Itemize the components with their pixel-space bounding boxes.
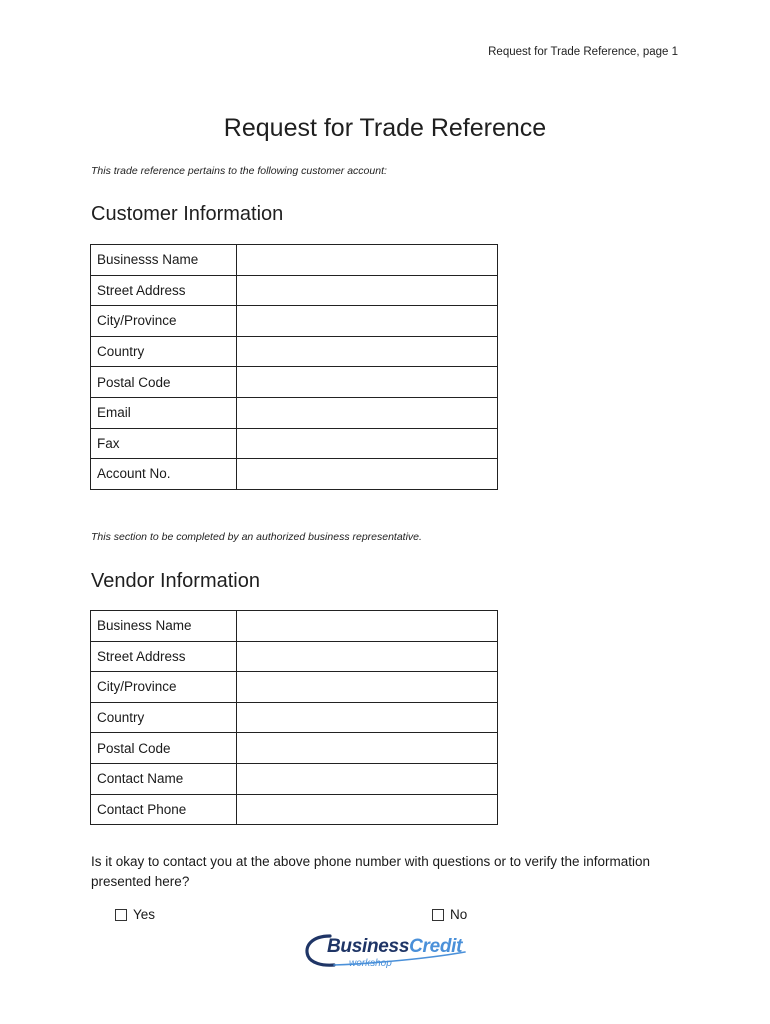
customer-information-heading: Customer Information — [91, 203, 284, 225]
table-row — [91, 702, 498, 733]
field-label: City/Province — [91, 672, 237, 703]
field-label: Street Address — [91, 641, 237, 672]
customer-information-table — [90, 244, 498, 490]
no-label: No — [450, 907, 468, 922]
document-title: Request for Trade Reference — [223, 114, 547, 142]
table-row — [91, 733, 498, 764]
yes-option[interactable] — [115, 907, 155, 922]
business-name-field[interactable] — [237, 245, 498, 276]
table-row — [91, 245, 498, 276]
vendor-information-heading: Vendor Information — [91, 570, 260, 592]
field-label: Contact Phone — [91, 794, 237, 825]
account-number-field[interactable] — [237, 459, 498, 490]
field-label: Contact Name — [91, 763, 237, 794]
field-label: Businesss Name — [91, 245, 237, 276]
page-header: Request for Trade Reference, page 1 — [488, 46, 678, 58]
field-label: Email — [91, 397, 237, 428]
fax-field[interactable] — [237, 428, 498, 459]
vendor-postal-code-field[interactable] — [237, 733, 498, 764]
city-province-field[interactable] — [237, 306, 498, 337]
vendor-contact-phone-field[interactable] — [237, 794, 498, 825]
no-option[interactable] — [432, 907, 467, 922]
table-row — [91, 397, 498, 428]
postal-code-field[interactable] — [237, 367, 498, 398]
table-row — [91, 459, 498, 490]
vendor-city-province-field[interactable] — [237, 672, 498, 703]
table-row — [91, 275, 498, 306]
table-row — [91, 794, 498, 825]
field-label: Account No. — [91, 459, 237, 490]
field-label: Fax — [91, 428, 237, 459]
field-label: Postal Code — [91, 367, 237, 398]
country-field[interactable] — [237, 336, 498, 367]
field-label: Street Address — [91, 275, 237, 306]
vendor-street-address-field[interactable] — [237, 641, 498, 672]
logo-word-business: Business — [327, 936, 410, 957]
field-label: Business Name — [91, 611, 237, 642]
logo-wordmark — [327, 936, 462, 958]
table-row — [91, 641, 498, 672]
table-row — [91, 763, 498, 794]
street-address-field[interactable] — [237, 275, 498, 306]
table-row — [91, 336, 498, 367]
section-note: This section to be completed by an authorized business representative. — [91, 531, 422, 543]
table-row — [91, 672, 498, 703]
table-row — [91, 428, 498, 459]
table-row — [91, 306, 498, 337]
logo-subtitle: workshop — [349, 958, 392, 969]
yes-checkbox[interactable] — [115, 909, 127, 921]
field-label: City/Province — [91, 306, 237, 337]
logo-word-credit: Credit — [409, 936, 463, 957]
field-label: Postal Code — [91, 733, 237, 764]
intro-note: This trade reference pertains to the following customer account: — [91, 165, 387, 177]
yes-label: Yes — [133, 907, 156, 922]
field-label: Country — [91, 336, 237, 367]
vendor-business-name-field[interactable] — [237, 611, 498, 642]
no-checkbox[interactable] — [432, 909, 444, 921]
field-label: Country — [91, 702, 237, 733]
vendor-country-field[interactable] — [237, 702, 498, 733]
table-row — [91, 611, 498, 642]
contact-permission-question: Is it okay to contact you at the above phone number with questions or to verify the information presented here? — [91, 854, 651, 889]
vendor-information-table — [90, 610, 498, 825]
table-row — [91, 367, 498, 398]
vendor-contact-name-field[interactable] — [237, 763, 498, 794]
email-field[interactable] — [237, 397, 498, 428]
business-credit-workshop-logo — [300, 930, 475, 978]
